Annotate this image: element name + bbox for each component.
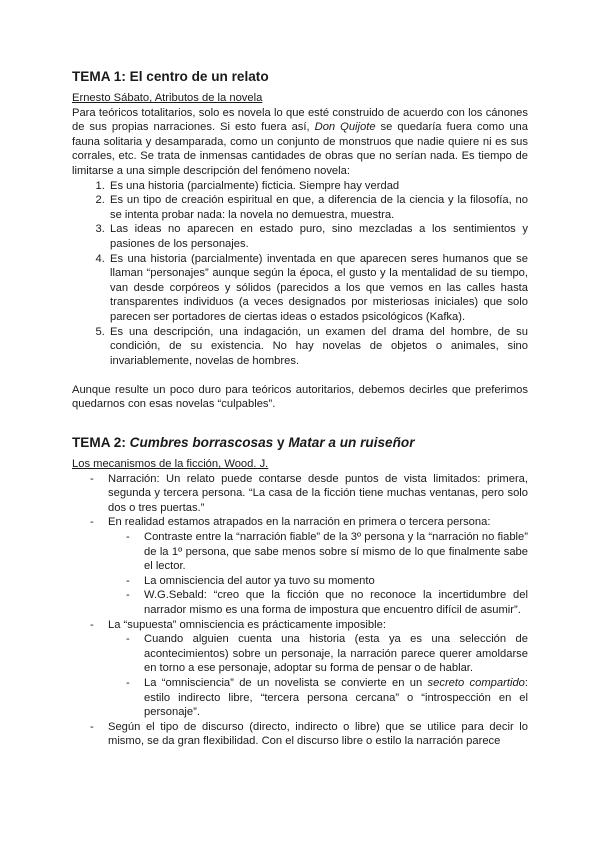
sub-bullet-text: La omnisciencia del autor ya tuvo su momento (144, 574, 375, 587)
list-item (72, 618, 528, 720)
tema1-closing: Aunque resulte un poco duro para teóricos autoritarios, debemos decirles que preferimos quedarnos con esas novelas “culpables”. (72, 383, 528, 411)
list-item (72, 720, 528, 749)
tema2-heading-conj: y (273, 435, 289, 451)
tema2-heading-title2: Matar a un ruiseñor (288, 435, 415, 451)
sub-list-item (108, 632, 528, 676)
list-item (72, 472, 528, 516)
dash-bullet: - (90, 472, 94, 485)
dash-bullet: - (126, 676, 130, 689)
sub-bullet-text: Cuando alguien cuenta una historia (esta ya es una selección de acontecimientos) sobre un personaje, la narración parece querer amoldarse en torno a ese personaje, adoptar su forma de pensar o de hablar. (144, 633, 528, 675)
tema1-numbered-list (72, 179, 528, 369)
dash-bullet: - (90, 720, 94, 733)
tema2-reference: Los mecanismos de la ficción, Wood. J. (72, 458, 269, 471)
dash-bullet: - (126, 574, 130, 587)
sub-list-item (108, 676, 528, 720)
list-item: 3. Las ideas no aparecen en estado puro, sino mezcladas a los sentimientos y pasiones de los personajes. (108, 222, 528, 251)
document-content (72, 68, 528, 749)
list-item: 1. Es una historia (parcialmente) ficticia. Siempre hay verdad (108, 179, 528, 194)
intro-title-don-quijote: Don Quijote (314, 121, 376, 134)
bullet-text: Según el tipo de discurso (directo, indirecto o libre) que se utilice para decir lo mismo, se da gran flexibilidad. Con el discurso libre o estilo la narración parece (108, 720, 528, 748)
sub-bullet-text: Contraste entre la “narración fiable” de la 3º persona y la “narración no fiable” de la 1º persona, que sabe menos sobre sí mismo de lo que finalmente sabe el lector. (144, 531, 528, 573)
tema2-bullet-list (72, 472, 528, 749)
sub-bullet-list (72, 632, 528, 720)
bullet-text: En realidad estamos atrapados en la narración en primera o tercera persona: (108, 516, 491, 529)
spacer (72, 412, 528, 434)
bullet-text: La “supuesta” omnisciencia es prácticamente imposible: (108, 618, 386, 631)
intro-text-b: se quedaría fuera como una fauna solitaria y desamparada, como un conjunto de monstruos que nadie quiere ni es sus corrales, etc. Se trata de inmensas cantidades de obras que no serían nada. Es tiempo de limitarse a una simple descripción del fenómeno novela: (72, 121, 528, 177)
tema1-intro (72, 106, 528, 179)
dash-bullet: - (126, 589, 130, 602)
tema1-reference: Ernesto Sábato, Atributos de la novela (72, 92, 263, 104)
list-item: 2. Es un tipo de creación espiritual en que, a diferencia de la ciencia y la filosofía, no se intenta probar nada: la novela no demuestra, muestra. (108, 193, 528, 222)
sub-list-item (108, 530, 528, 574)
list-item: 5. Es una descripción, una indagación, un examen del drama del hombre, de su condición, de su existencia. No hay novelas de objetos o animales, sino invariablemente, novelas de hombres. (108, 325, 528, 369)
list-item: 4. Es una historia (parcialmente) inventada en que aparecen seres humanos que se llaman “personajes” aunque según la época, el gusto y la mentalidad de su tiempo, van desde corpóreos y sólidos (parecidos a los que vemos en las calles hasta transparentes individuos (a veces designados por misteriosas iniciales) que solo parecen ser portadores de ciertas ideas o estados psicológicos (Kafka). (108, 252, 528, 325)
sub-list-item (108, 588, 528, 617)
sub-bullet-text-b: : estilo indirecto libre, “tercera persona cercana” o “introspección en el personaje”. (144, 676, 529, 719)
dash-bullet: - (90, 516, 94, 529)
sub-bullet-list (72, 530, 528, 618)
dash-bullet: - (126, 633, 130, 646)
tema2-heading-title1: Cumbres borrascosas (129, 435, 274, 451)
sub-bullet-emphasis: secreto compartido (427, 676, 525, 689)
tema2-heading (72, 434, 528, 452)
sub-bullet-text-a: La “omnisciencia” de un novelista se convierte en un (144, 676, 428, 689)
sub-bullet-text: W.G.Sebald: “creo que la ficción que no reconoce la incertidumbre del narrador mismo es una forma de impostura que encuentro difícil de asumir”. (144, 589, 528, 616)
spacer (72, 368, 528, 383)
dash-bullet: - (126, 531, 130, 544)
sub-list-item (108, 574, 528, 589)
dash-bullet: - (90, 618, 94, 631)
tema1-heading: TEMA 1: El centro de un relato (72, 69, 269, 84)
tema2-heading-prefix: TEMA 2: (72, 435, 130, 451)
bullet-text: Narración: Un relato puede contarse desde puntos de vista limitados: primera, segunda y tercera persona. “La casa de la ficción tiene muchas ventanas, pero solo dos o tres puertas.” (108, 472, 528, 514)
intro-text-a: Para teóricos totalitarios, solo es novela lo que esté construido de acuerdo con los cánones de sus propias narraciones. Si esto fuera así, (72, 106, 528, 134)
list-item (72, 515, 528, 617)
